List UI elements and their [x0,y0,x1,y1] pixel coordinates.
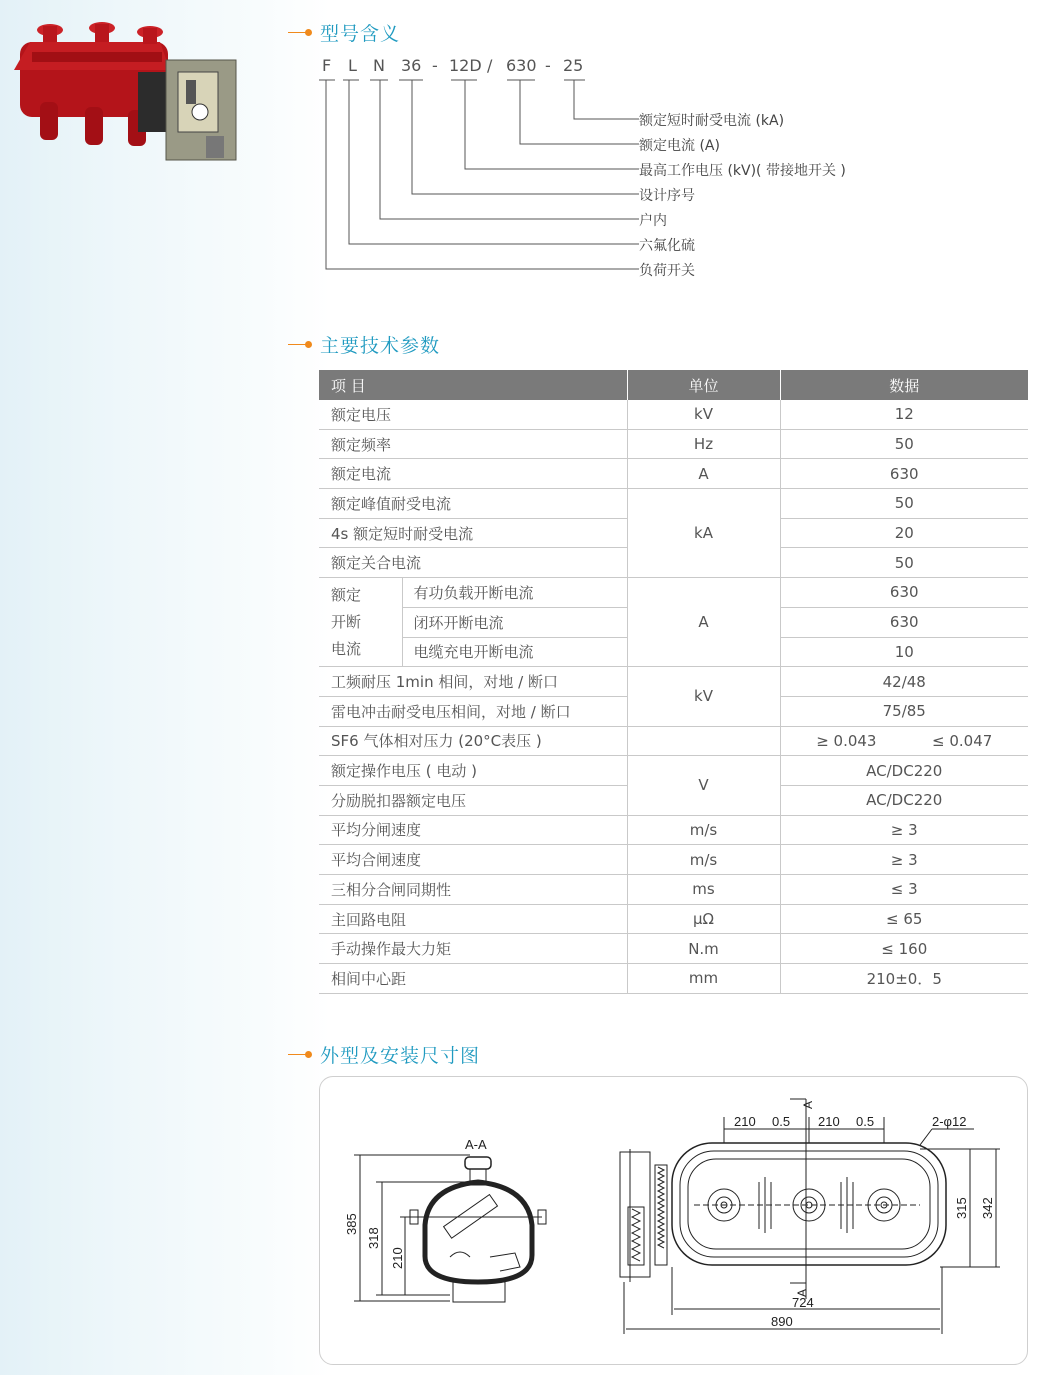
code-char: L [348,56,357,75]
bullet-icon [288,339,318,351]
bullet-icon [288,1049,318,1061]
code-char: 630 [506,56,537,75]
code-meaning: 额定电流 (A) [639,138,720,154]
param-value: 630 [780,459,1028,489]
param-value: ≥ 3 [780,815,1028,845]
code-meaning: 最高工作电压 (kV)( 带接地开关 ) [639,163,846,179]
param-unit: A [627,578,780,667]
table-row [319,904,1028,934]
param-name: 工频耐压 1min 相间，对地 / 断口 [319,667,627,697]
section-a-a-label: A-A [465,1137,487,1152]
table-row [319,578,1028,608]
param-unit: A [627,459,780,489]
param-name: 4s 额定短时耐受电流 [319,518,627,548]
param-unit: Hz [627,429,780,459]
dim-top-1b: 0.5 [772,1114,791,1129]
dim-210: 210 [390,1247,405,1269]
param-value: 50 [780,429,1028,459]
table-row [319,726,1028,756]
param-unit: kV [627,400,780,429]
break-current-group-label: 额定 开断 电流 [319,578,402,667]
param-value: AC/DC220 [780,756,1028,786]
dim-890: 890 [771,1314,793,1329]
param-value: 75/85 [780,696,1028,726]
cut-marker-top: A [801,1100,815,1109]
header-item: 项 目 [319,370,627,400]
pressure-max: ≤ 0.047 [932,731,993,750]
param-name: 雷电冲击耐受电压相间，对地 / 断口 [319,696,627,726]
header-value: 数据 [780,370,1028,400]
param-unit: ms [627,875,780,905]
dim-724: 724 [792,1295,814,1310]
table-row [319,964,1028,994]
code-char: - [545,56,551,75]
table-row [319,489,1028,519]
param-value: 42/48 [780,667,1028,697]
param-name: 电缆充电开断电流 [402,637,627,667]
param-name: 平均合闸速度 [319,845,627,875]
table-row [319,667,1028,697]
param-name: 额定峰值耐受电流 [319,489,627,519]
dim-top-2b: 0.5 [856,1114,875,1129]
table-row [319,459,1028,489]
section-title-dimensions: 外型及安装尺寸图 [288,1041,480,1068]
param-unit: kV [627,667,780,726]
code-meaning: 户内 [639,213,667,229]
table-header-row [319,370,1028,400]
param-unit: kA [627,489,780,578]
param-name: 闭环开断电流 [402,607,627,637]
param-name: 平均分闸速度 [319,815,627,845]
dimension-drawing-panel [319,1076,1028,1365]
code-char: 25 [563,56,584,75]
table-row [319,429,1028,459]
param-name: 相间中心距 [319,964,627,994]
code-meaning: 设计序号 [639,188,695,204]
param-name: 三相分合闸同期性 [319,875,627,905]
code-char: N [373,56,385,75]
dim-342: 342 [980,1197,995,1219]
param-name: 额定操作电压 ( 电动 ) [319,756,627,786]
param-unit: V [627,756,780,815]
param-name: 分励脱扣器额定电压 [319,785,627,815]
dim-top-2: 210 [818,1114,840,1129]
param-value [780,726,1028,756]
param-value: 50 [780,489,1028,519]
param-value: 210±0．5 [780,964,1028,994]
section-title-params: 主要技术参数 [288,331,440,358]
code-char: / [487,56,493,75]
param-unit [627,726,780,756]
param-name: 额定关合电流 [319,548,627,578]
header-unit: 单位 [627,370,780,400]
param-name: 主回路电阻 [319,904,627,934]
code-meaning: 负荷开关 [639,263,695,279]
cut-marker-bottom: A [795,1288,809,1297]
param-unit: mm [627,964,780,994]
section-title-model: 型号含义 [288,19,400,46]
code-meaning: 额定短时耐受电流 (kA) [639,113,785,129]
dim-385: 385 [344,1213,359,1235]
table-row [319,756,1028,786]
param-value: 630 [780,607,1028,637]
code-char: 36 [401,56,422,75]
param-name: 额定电流 [319,459,627,489]
param-value: ≤ 3 [780,875,1028,905]
dimension-drawing [320,1077,1027,1364]
table-row [319,845,1028,875]
code-char: F [322,56,332,75]
code-char: - [432,56,438,75]
model-code-diagram [319,52,879,292]
table-row [319,815,1028,845]
param-value: 50 [780,548,1028,578]
param-unit: μΩ [627,904,780,934]
bullet-icon [288,27,318,39]
code-char: 12D [449,56,482,75]
dim-top-1: 210 [734,1114,756,1129]
param-value: AC/DC220 [780,785,1028,815]
param-unit: m/s [627,845,780,875]
table-row [319,400,1028,429]
param-value: 12 [780,400,1028,429]
dim-318: 318 [366,1227,381,1249]
table-row [319,934,1028,964]
param-name: 额定电压 [319,400,627,429]
pressure-min: ≥ 0.043 [816,731,877,750]
param-value: ≥ 3 [780,845,1028,875]
param-unit: m/s [627,815,780,845]
param-name: 手动操作最大力矩 [319,934,627,964]
tech-params-table [319,370,1028,994]
param-name: 有功负载开断电流 [402,578,627,608]
param-value: ≤ 160 [780,934,1028,964]
param-value: ≤ 65 [780,904,1028,934]
param-value: 10 [780,637,1028,667]
dim-holes: 2-φ12 [932,1114,967,1129]
param-name: 额定频率 [319,429,627,459]
param-value: 20 [780,518,1028,548]
table-row [319,875,1028,905]
param-unit: N.m [627,934,780,964]
param-name: SF6 气体相对压力 (20°C表压 ) [319,726,627,756]
code-meaning: 六氟化硫 [639,238,695,254]
param-value: 630 [780,578,1028,608]
dim-315: 315 [954,1197,969,1219]
product-photo [10,12,245,170]
